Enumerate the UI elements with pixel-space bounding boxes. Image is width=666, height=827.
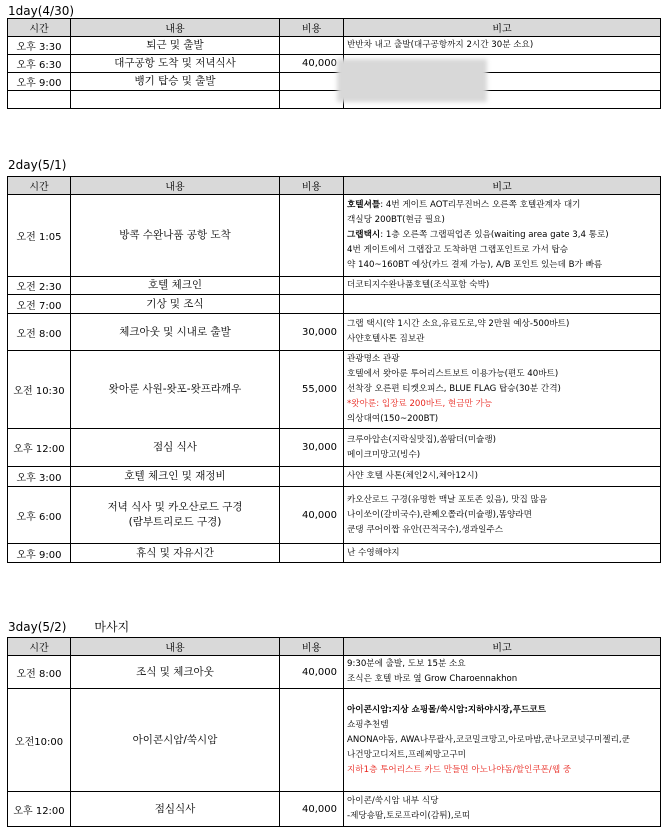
- table-row: [8, 689, 661, 792]
- row-cost: 55,000: [280, 351, 344, 429]
- row-content: [71, 544, 280, 563]
- row-content: [71, 314, 280, 351]
- row-cost: 40,000: [280, 792, 344, 827]
- note-text: 그랩 택시(약 1시간 소요,유료도로,약 2만원 예상-500바트): [347, 319, 570, 329]
- note-text: 호텔에서 왓아룬 투어리스트보트 이용가능(편도 40바트): [347, 369, 559, 379]
- table-row: [8, 351, 661, 429]
- note-text: 사얀호텔사톤 짐보관: [347, 334, 425, 344]
- note-bold: 그랩택시: [347, 230, 381, 240]
- day3-table: [7, 637, 661, 827]
- note-line: [347, 733, 657, 748]
- row-note: [344, 37, 661, 55]
- header-time: 시간: [8, 638, 71, 656]
- note-red-text: 지하1층 투어리스트 카드 만들면 아노나야돔/할인쿠폰/웹 중: [347, 764, 572, 775]
- row-content: [71, 277, 280, 295]
- table-row: [8, 656, 661, 689]
- note-text: 의상대여(150~200BT): [347, 414, 439, 424]
- row-time: 오후 9:00: [8, 73, 71, 91]
- note-red-text: *왓아룬: 입장료 200바트, 현금만 가능: [347, 399, 493, 409]
- note-line: [347, 213, 657, 228]
- row-time: 오전10:00: [8, 689, 71, 792]
- note-line: [347, 748, 657, 763]
- row-time: 오후 6:00: [8, 487, 71, 544]
- row-time: [8, 91, 71, 109]
- row-content: [71, 429, 280, 467]
- note-bold: 호텔셔틀: [347, 200, 381, 210]
- row-content-line: 기상 및 조식: [146, 297, 204, 310]
- row-time: 오전 2:30: [8, 277, 71, 295]
- row-time: 오전 8:00: [8, 314, 71, 351]
- note-line: [347, 508, 657, 523]
- row-content-line: 대구공항 도착 및 저녁식사: [114, 57, 236, 69]
- row-content: [71, 467, 280, 487]
- note-text: 카오산로드 구경(유명한 맥날 포토존 있음), 맛집 많음: [347, 494, 548, 505]
- row-cost: 40,000: [280, 55, 344, 73]
- note-line: [347, 243, 657, 258]
- row-cost: [280, 467, 344, 487]
- note-text: 쇼핑추천템: [347, 719, 389, 730]
- header-content: 내용: [71, 177, 280, 195]
- day2-title: 2day(5/1): [8, 158, 67, 172]
- note-bold: 아이콘시암:지상 쇼핑몰/쑥시암:지하야시장,푸드코트: [347, 704, 546, 715]
- note-line: [347, 523, 657, 538]
- row-note: [344, 544, 661, 563]
- note-line: [347, 493, 657, 508]
- row-content: [71, 37, 280, 55]
- row-time: 오후 12:00: [8, 792, 71, 827]
- row-content-line: 체크아웃 및 시내로 출발: [119, 325, 231, 338]
- note-text: 쿤댕 쿠어이짭 유안(끈적국수),생과일주스: [347, 524, 504, 535]
- note-text: -제당숑땀,토로프라이(감튀),로띠: [347, 811, 471, 821]
- row-content-line: 아이콘시암/쑥시암: [132, 733, 218, 746]
- note-line: [347, 433, 657, 448]
- note-line: [347, 412, 657, 427]
- row-content: [71, 656, 280, 689]
- row-content: [71, 55, 280, 73]
- header-note: 비고: [344, 19, 661, 37]
- row-note: [344, 467, 661, 487]
- row-cost: [280, 544, 344, 563]
- row-note: [344, 429, 661, 467]
- table-row: [8, 467, 661, 487]
- row-content: [71, 792, 280, 827]
- row-cost: [280, 689, 344, 792]
- header-content: 내용: [71, 638, 280, 656]
- note-line: [347, 703, 657, 718]
- row-time: 오후 3:30: [8, 37, 71, 55]
- note-text: 난 수영해야지: [347, 547, 400, 558]
- row-content: [71, 73, 280, 91]
- note-text: 나이쏘이(갈비국수),란쩨오쫄라(미슐랭),똠양라면: [347, 509, 532, 520]
- row-content-line: 저녁 식사 및 카오산로드 구경: [107, 501, 243, 513]
- row-time: 오전 7:00: [8, 295, 71, 314]
- row-cost: 30,000: [280, 314, 344, 351]
- row-cost: [280, 277, 344, 295]
- row-content: [71, 689, 280, 792]
- note-line: [347, 317, 657, 332]
- day1-title: 1day(4/30): [8, 4, 75, 18]
- note-text: 나건망고디저트,프레찌망고구미: [347, 749, 466, 760]
- row-content-line: (람부트리로드 구경): [128, 516, 222, 528]
- note-line: [347, 657, 657, 672]
- row-note: [344, 314, 661, 351]
- header-cost: 비용: [280, 638, 344, 656]
- row-content: [71, 195, 280, 277]
- row-content: [71, 487, 280, 544]
- note-line: [347, 397, 657, 412]
- table-row: [8, 195, 661, 277]
- table-row: [8, 792, 661, 827]
- row-cost: [280, 37, 344, 55]
- row-content: [71, 351, 280, 429]
- row-note: [344, 295, 661, 314]
- row-content-line: 휴식 및 자유시간: [136, 546, 214, 559]
- table-row: [8, 37, 661, 55]
- note-text: 메이크미망고(빙수): [347, 449, 421, 460]
- day2-table: [7, 176, 661, 563]
- note-line: 반반차 내고 출발(대구공항까지 2시간 30분 소요): [347, 40, 534, 50]
- day3-extra: 마사지: [94, 620, 130, 634]
- note-line: [347, 763, 657, 778]
- header-cost: 비용: [280, 177, 344, 195]
- header-time: 시간: [8, 177, 71, 195]
- table-header: [8, 177, 661, 195]
- row-time: 오후 6:30: [8, 55, 71, 73]
- row-cost: 30,000: [280, 429, 344, 467]
- row-content-line: 호텔 체크인: [147, 279, 203, 291]
- row-cost: [280, 73, 344, 91]
- header-cost: 비용: [280, 19, 344, 37]
- row-content-line: 뱅기 탑승 및 출발: [134, 75, 216, 87]
- note-line: [347, 672, 657, 687]
- day1-table: [7, 18, 661, 109]
- note-text: ANONA야돔, AWA나무괄사,코코밀크망고,아로마밤,쿤나코코넛구미젤리,쿤: [347, 734, 630, 745]
- row-content-line: 점심 식사: [153, 441, 197, 453]
- note-line: [347, 718, 657, 733]
- blurred-redaction: [337, 59, 487, 102]
- row-content-line: 점심식사: [154, 802, 196, 815]
- note-line: [347, 367, 657, 382]
- note-line: [347, 448, 657, 463]
- table-row: [8, 55, 661, 73]
- row-note: [344, 351, 661, 429]
- row-time: 오후 12:00: [8, 429, 71, 467]
- row-content-line: 퇴근 및 출발: [146, 39, 204, 51]
- note-line: [347, 794, 657, 809]
- note-text: 사얀 호텔 사톤(체인2시,체아12시): [347, 471, 478, 481]
- row-time: 오후 3:00: [8, 467, 71, 487]
- table-header: [8, 19, 661, 37]
- day3-date: 3day(5/2): [8, 620, 67, 634]
- row-time: 오후 9:00: [8, 544, 71, 563]
- row-cost: [280, 295, 344, 314]
- note-text: 객실당 200BT(현금 필요): [347, 215, 445, 225]
- note-text: 조식은 호텔 바로 옆 Grow Charoennakhon: [347, 674, 518, 684]
- table-row: [8, 487, 661, 544]
- note-line: [347, 382, 657, 397]
- row-note: [344, 792, 661, 827]
- note-line: [347, 546, 657, 561]
- note-text: 약 140~160BT 예상(카드 결제 가능), A/B 포인트 있는데 B가 빠름: [347, 260, 603, 270]
- note-text: 선착장 오른편 티켓오피스, BLUE FLAG 탑승(30분 간격): [347, 384, 561, 394]
- row-note: [344, 656, 661, 689]
- header-note: 비고: [344, 638, 661, 656]
- row-time: 오전 10:30: [8, 351, 71, 429]
- row-content: [71, 295, 280, 314]
- note-text: 9:30분에 출발, 도보 15분 소요: [347, 659, 466, 669]
- table-row: [8, 314, 661, 351]
- note-line: [347, 809, 657, 824]
- note-line: [347, 332, 657, 347]
- header-time: 시간: [8, 19, 71, 37]
- row-note: [344, 487, 661, 544]
- note-line: [347, 278, 657, 293]
- day3-title: [8, 620, 129, 634]
- table-header: [8, 638, 661, 656]
- note-line: [347, 228, 657, 243]
- table-row: [8, 73, 661, 91]
- note-text: 크루아압손(지락실맛집),쏨땀더(미슐랭): [347, 434, 496, 445]
- row-content-line: 조식 및 체크아웃: [136, 665, 214, 678]
- note-line: [347, 198, 657, 213]
- row-content-line: 왓아룬 사원-왓포-왓프라깨우: [108, 383, 242, 395]
- table-row: [8, 295, 661, 314]
- note-text: : 4번 게이트 AOT리무진버스 오른쪽 호텔관계자 대기: [380, 200, 581, 210]
- row-note: [344, 689, 661, 792]
- header-content: 내용: [71, 19, 280, 37]
- note-text: 아이콘/쑥시암 내부 식당: [347, 796, 439, 806]
- row-content: [71, 91, 280, 109]
- row-cost: 40,000: [280, 487, 344, 544]
- table-row: [8, 429, 661, 467]
- note-text: 관광명소 관광: [347, 354, 400, 364]
- row-time: 오전 8:00: [8, 656, 71, 689]
- row-content-line: 호텔 체크인 및 재정비: [124, 470, 226, 482]
- table-row: [8, 91, 661, 109]
- note-text: : 1층 오른쪽 그랩픽업존 있음(waiting area gate 3,4 통로): [380, 230, 609, 240]
- note-text: 4번 게이트에서 그랩잡고 도착하면 그랩포인트로 가서 탑승: [347, 245, 569, 255]
- table-row: [8, 544, 661, 563]
- table-row: [8, 277, 661, 295]
- note-line: [347, 469, 657, 484]
- row-cost: [280, 91, 344, 109]
- header-note: 비고: [344, 177, 661, 195]
- row-time: 오전 1:05: [8, 195, 71, 277]
- note-text: 더코티지수완나품호텔(조식포함 숙박): [347, 280, 490, 290]
- note-line: [347, 352, 657, 367]
- row-cost: 40,000: [280, 656, 344, 689]
- row-cost: [280, 195, 344, 277]
- row-note: [344, 277, 661, 295]
- row-content-line: 방콕 수완나품 공항 도착: [119, 229, 231, 241]
- note-line: [347, 258, 657, 273]
- row-note: [344, 195, 661, 277]
